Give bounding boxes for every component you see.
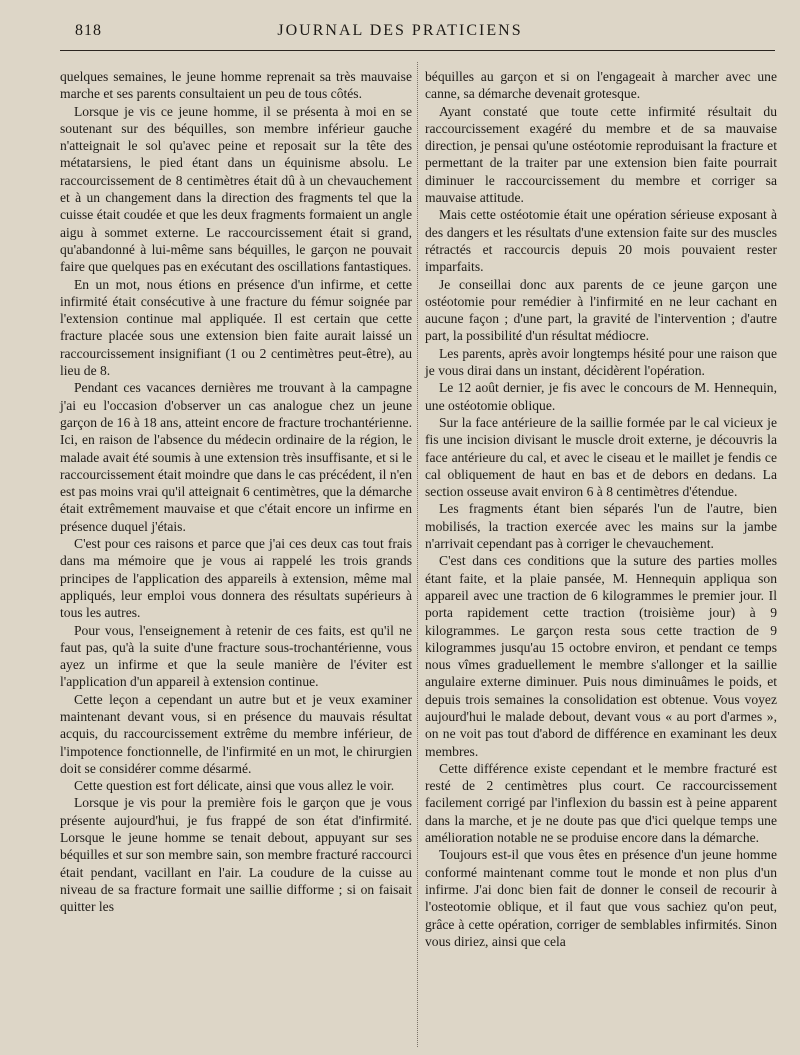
left-column [60, 68, 412, 916]
paragraph: Les parents, après avoir longtemps hésité pour une raison que je vous dirai dans un instant, décidèrent l'opération. [425, 345, 777, 379]
paragraph: Lorsque je vis ce jeune homme, il se présenta à moi en se soutenant sur des béquilles, son membre inférieur gauche n'atteignait le sol qu'avec peine et reposait sur la tête des métatarsiens, le pied étant dans un équinisme absolu. Le raccourcissement de 8 centimètres était dû à un chevauchement et à un changement dans la direction des fragments tel que la cuisse était coudée et que les deux fragments formaient un angle aigu à sommet externe. Le raccourcissement était si grand, qu'abandonné à lui-même sans béquilles, le garçon ne pouvait faire que quelques pas en exécutant des oscillations fantastiques. [60, 103, 412, 275]
column-divider [417, 62, 418, 1047]
paragraph: Cette leçon a cependant un autre but et je veux examiner maintenant devant vous, si en présence du mauvais résultat acquis, du raccourcissement extrême du membre inférieur, de l'impotence fonctionnelle, de l'infirmité en un mot, le chirurgien doit se considérer comme désarmé. [60, 691, 412, 776]
paragraph: Cette différence existe cependant et le membre fracturé est resté de 2 centimètres plus court. Ce raccourcissement facilement corrigé par l'inflexion du bassin est à peine apparent dans la marche, et je ne doute pas que d'ici quelque temps une amélioration notable ne se produise encore dans la démarche. [425, 760, 777, 846]
paragraph: C'est dans ces conditions que la suture des parties molles étant faite, et la plaie pansée, M. Hennequin appliqua son appareil avec une traction de 6 kilogrammes le premier jour. Il porta rapidement cette traction (troisième jour) à 9 kilogrammes. Le garçon resta sous cette traction de 9 kilogrammes jusqu'au 15 octobre environ, et pendant ce temps nous vîmes graduellement le membre s'allonger et la saillie angulaire externe diminuer. Puis nous diminuâmes le poids, et depuis trois semaines la consolidation est obtenue. Vous voyez aujourd'hui le malade debout, devant vous « au port d'armes », on ne voit pas tout d'abord de différence en examinant les deux membres. [425, 553, 777, 759]
paragraph: En un mot, nous étions en présence d'un infirme, et cette infirmité était consécutive à une fracture du fémur soignée par l'extension continue mal appliquée. Il est certain que cette fracture placée sous une extension bien faite aurait laissé un raccourcissement insignifiant (1 ou 2 centimètres peut-être), au lieu de 8. [60, 276, 412, 379]
paragraph: C'est pour ces raisons et parce que j'ai ces deux cas tout frais dans ma mémoire que je vous ai rappelé les trois grands principes de l'application des appareils à extension, même mal appliqués, leur emploi vous donnera des résultats supérieurs à tous les autres. [60, 536, 412, 621]
paragraph: Toujours est-il que vous êtes en présence d'un jeune homme conformé maintenant comme tout le monde et non plus d'un infirme. J'ai donc bien fait de donner le conseil de recourir à l'osteotomie oblique, et il faut que vous sachiez qu'on peut, grâce à cette opération, corriger de semblables infirmités. Sinon vous diriez, ainsi que cela [425, 847, 777, 949]
paragraph: Pour vous, l'enseignement à retenir de ces faits, est qu'il ne faut pas, qu'à la suite d'une fracture sous-trochantérienne, vous ayez un infirme et que la seule manière de l'éviter est l'application d'un appareil à extension continue. [60, 622, 412, 690]
page-header [0, 18, 800, 48]
page-number: 818 [75, 22, 102, 39]
paragraph: Sur la face antérieure de la saillie formée par le cal vicieux je fis une incision divisant le muscle droit externe, je découvris la face antérieure du cal, et avec le ciseau et le maillet je fendis ce cal obliquement de haut en bas et de debors en dedans. La section osseuse avait environ 6 à 8 centimètres d'étendue. [425, 414, 777, 500]
paragraph: Lorsque je vis pour la première fois le garçon que je vous présente aujourd'hui, je fus frappé de son état d'infirmité. Lorsque le jeune homme se tenait debout, appuyant sur ses béquilles et sur son membre sain, son membre fracturé raccourci était pendant, vacillant en l'air. La coudure de la cuisse au niveau de sa fracture formait une saillie difforme ; si on faisait quitter les [60, 795, 412, 915]
paragraph: Cette question est fort délicate, ainsi que vous allez le voir. [74, 778, 395, 794]
paragraph: Je conseillai donc aux parents de ce jeune garçon une ostéotomie pour remédier à l'infirmité en ne leur cachant en aucune façon ; d'une part, la gravité de l'intervention ; d'autre part, la possibilité d'un résultat médiocre. [425, 276, 777, 344]
right-column [425, 68, 777, 950]
paragraph: Le 12 août dernier, je fis avec le concours de M. Hennequin, une ostéotomie oblique. [425, 380, 777, 413]
paragraph: Mais cette ostéotomie était une opération sérieuse exposant à des dangers et les résultats d'une extension faite sur des muscles rétractés et raccourcis depuis 20 mois pouvaient rester imparfaits. [425, 207, 777, 275]
paragraph: Pendant ces vacances dernières me trouvant à la campagne j'ai eu l'occasion d'observer un cas analogue chez un jeune garçon de 16 à 18 ans, atteint encore de fracture trochantérienne. Ici, en raison de l'absence du médecin ordinaire de la région, le malade avait été soumis à une extension très insuffisante, et si le raccourcissement était moindre que dans le cas précédent, il n'en est pas moins vrai qu'il atteignait 6 centimètres, que la démarche était extrêmement mauvaise et que c'était encore un infirme en présence duquel j'étais. [60, 380, 412, 534]
paragraph: quelques semaines, le jeune homme reprenait sa très mauvaise marche et ses parents consultaient un peu de tous côtés. [60, 69, 412, 102]
journal-title: JOURNAL DES PRATICIENS [277, 22, 523, 39]
header-rule [60, 50, 775, 51]
paragraph: Ayant constaté que toute cette infirmité résultait du raccourcissement exagéré du membre et de sa mauvaise direction, je pensai qu'une ostéotomie reproduisant la fracture et permettant de la traiter par une extension bien faite pourrait diminuer le raccourcissement du membre et corriger sa mauvaise attitude. [425, 103, 777, 206]
paragraph: Les fragments étant bien séparés l'un de l'autre, bien mobilisés, la traction exercée avec les mains sur la jambe n'arrivait cependant pas à corriger le chevauchement. [425, 501, 777, 552]
paragraph: béquilles au garçon et si on l'engageait à marcher avec une canne, sa démarche devenait grotesque. [425, 69, 777, 102]
